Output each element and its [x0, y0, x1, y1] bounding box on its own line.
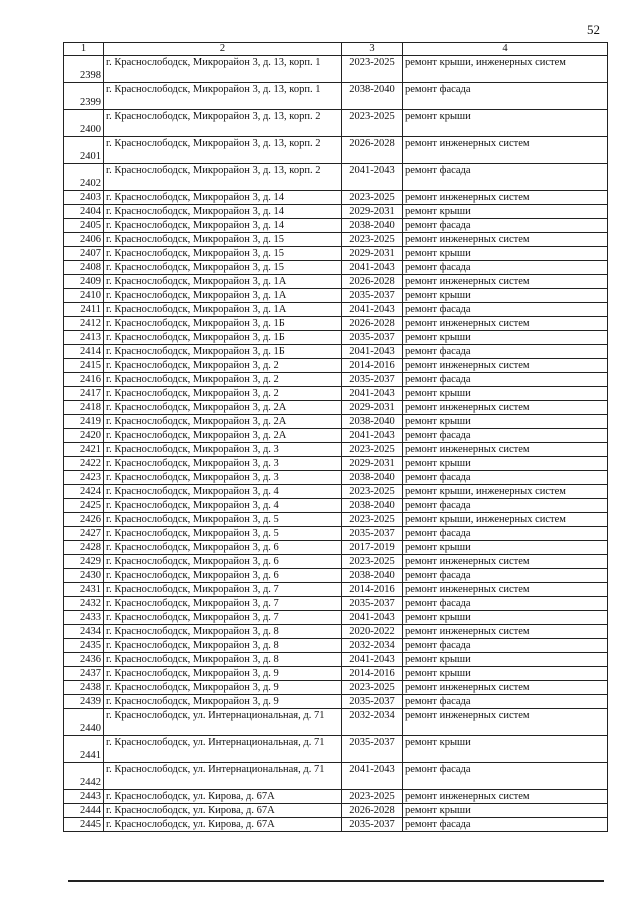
table-row	[64, 471, 608, 485]
row-number: 2400	[64, 110, 104, 137]
table-row	[64, 639, 608, 653]
period-cell: 2017-2019	[342, 541, 403, 555]
period-cell: 2014-2016	[342, 583, 403, 597]
work-type-cell: ремонт инженерных систем	[403, 317, 608, 331]
table-row	[64, 569, 608, 583]
period-cell: 2041-2043	[342, 763, 403, 790]
work-type-cell: ремонт крыши, инженерных систем	[403, 485, 608, 499]
row-number: 2428	[64, 541, 104, 555]
work-type-cell: ремонт крыши	[403, 387, 608, 401]
row-number: 2409	[64, 275, 104, 289]
period-cell: 2035-2037	[342, 695, 403, 709]
table-row	[64, 373, 608, 387]
period-cell: 2026-2028	[342, 275, 403, 289]
table-row	[64, 818, 608, 832]
period-cell: 2035-2037	[342, 331, 403, 345]
row-number: 2427	[64, 527, 104, 541]
period-cell: 2038-2040	[342, 219, 403, 233]
period-cell: 2023-2025	[342, 513, 403, 527]
table-row	[64, 247, 608, 261]
row-number: 2441	[64, 736, 104, 763]
table-row	[64, 83, 608, 110]
period-cell: 2035-2037	[342, 597, 403, 611]
address-cell: г. Краснослободск, Микрорайон 3, д. 13, корп. 1	[104, 56, 342, 83]
work-type-cell: ремонт инженерных систем	[403, 359, 608, 373]
period-cell: 2020-2022	[342, 625, 403, 639]
address-cell: г. Краснослободск, Микрорайон 3, д. 2	[104, 387, 342, 401]
row-number: 2437	[64, 667, 104, 681]
table-row	[64, 625, 608, 639]
row-number: 2412	[64, 317, 104, 331]
address-cell: г. Краснослободск, Микрорайон 3, д. 5	[104, 513, 342, 527]
row-number: 2411	[64, 303, 104, 317]
period-cell: 2041-2043	[342, 429, 403, 443]
table-row	[64, 790, 608, 804]
address-cell: г. Краснослободск, ул. Интернациональная, д. 71	[104, 763, 342, 790]
row-number: 2419	[64, 415, 104, 429]
work-type-cell: ремонт крыши	[403, 415, 608, 429]
period-cell: 2041-2043	[342, 164, 403, 191]
address-cell: г. Краснослободск, Микрорайон 3, д. 3	[104, 443, 342, 457]
table-row	[64, 345, 608, 359]
address-cell: г. Краснослободск, Микрорайон 3, д. 6	[104, 555, 342, 569]
row-number: 2405	[64, 219, 104, 233]
address-cell: г. Краснослободск, ул. Кирова, д. 67А	[104, 804, 342, 818]
period-cell: 2035-2037	[342, 736, 403, 763]
row-number: 2417	[64, 387, 104, 401]
work-type-cell: ремонт крыши	[403, 804, 608, 818]
work-type-cell: ремонт фасада	[403, 261, 608, 275]
address-cell: г. Краснослободск, Микрорайон 3, д. 13, корп. 2	[104, 137, 342, 164]
work-type-cell: ремонт фасада	[403, 818, 608, 832]
work-type-cell: ремонт крыши, инженерных систем	[403, 56, 608, 83]
address-cell: г. Краснослободск, Микрорайон 3, д. 2	[104, 373, 342, 387]
table-row	[64, 429, 608, 443]
address-cell: г. Краснослободск, Микрорайон 3, д. 7	[104, 597, 342, 611]
work-type-cell: ремонт инженерных систем	[403, 137, 608, 164]
table-row	[64, 331, 608, 345]
row-number: 2435	[64, 639, 104, 653]
header-col-2: 2	[104, 43, 342, 56]
work-type-cell: ремонт крыши	[403, 247, 608, 261]
work-type-cell: ремонт фасада	[403, 597, 608, 611]
work-type-cell: ремонт фасада	[403, 639, 608, 653]
table-row	[64, 303, 608, 317]
period-cell: 2038-2040	[342, 499, 403, 513]
row-number: 2422	[64, 457, 104, 471]
work-type-cell: ремонт фасада	[403, 499, 608, 513]
table-row	[64, 289, 608, 303]
work-type-cell: ремонт инженерных систем	[403, 555, 608, 569]
address-cell: г. Краснослободск, Микрорайон 3, д. 1А	[104, 275, 342, 289]
repair-schedule-table	[63, 42, 608, 832]
row-number: 2398	[64, 56, 104, 83]
period-cell: 2023-2025	[342, 233, 403, 247]
table-row	[64, 736, 608, 763]
period-cell: 2023-2025	[342, 485, 403, 499]
address-cell: г. Краснослободск, Микрорайон 3, д. 15	[104, 261, 342, 275]
work-type-cell: ремонт инженерных систем	[403, 709, 608, 736]
address-cell: г. Краснослободск, Микрорайон 3, д. 6	[104, 569, 342, 583]
row-number: 2406	[64, 233, 104, 247]
period-cell: 2023-2025	[342, 790, 403, 804]
bottom-rule	[68, 880, 604, 882]
row-number: 2426	[64, 513, 104, 527]
row-number: 2410	[64, 289, 104, 303]
row-number: 2438	[64, 681, 104, 695]
row-number: 2425	[64, 499, 104, 513]
table-row	[64, 401, 608, 415]
period-cell: 2035-2037	[342, 373, 403, 387]
table-row	[64, 499, 608, 513]
address-cell: г. Краснослободск, Микрорайон 3, д. 15	[104, 233, 342, 247]
row-number: 2408	[64, 261, 104, 275]
period-cell: 2035-2037	[342, 289, 403, 303]
table-row	[64, 415, 608, 429]
work-type-cell: ремонт инженерных систем	[403, 583, 608, 597]
row-number: 2433	[64, 611, 104, 625]
address-cell: г. Краснослободск, Микрорайон 3, д. 15	[104, 247, 342, 261]
table-body	[64, 43, 608, 832]
address-cell: г. Краснослободск, Микрорайон 3, д. 4	[104, 485, 342, 499]
period-cell: 2041-2043	[342, 653, 403, 667]
table-row	[64, 191, 608, 205]
address-cell: г. Краснослободск, Микрорайон 3, д. 3	[104, 471, 342, 485]
table-row	[64, 695, 608, 709]
row-number: 2444	[64, 804, 104, 818]
table-row	[64, 164, 608, 191]
period-cell: 2041-2043	[342, 345, 403, 359]
row-number: 2445	[64, 818, 104, 832]
header-col-3: 3	[342, 43, 403, 56]
period-cell: 2026-2028	[342, 804, 403, 818]
address-cell: г. Краснослободск, Микрорайон 3, д. 8	[104, 639, 342, 653]
work-type-cell: ремонт крыши	[403, 289, 608, 303]
period-cell: 2041-2043	[342, 303, 403, 317]
period-cell: 2014-2016	[342, 359, 403, 373]
work-type-cell: ремонт инженерных систем	[403, 191, 608, 205]
work-type-cell: ремонт крыши	[403, 205, 608, 219]
work-type-cell: ремонт инженерных систем	[403, 625, 608, 639]
row-number: 2434	[64, 625, 104, 639]
address-cell: г. Краснослободск, Микрорайон 3, д. 1Б	[104, 345, 342, 359]
period-cell: 2038-2040	[342, 569, 403, 583]
row-number: 2430	[64, 569, 104, 583]
address-cell: г. Краснослободск, Микрорайон 3, д. 1А	[104, 289, 342, 303]
period-cell: 2023-2025	[342, 443, 403, 457]
work-type-cell: ремонт крыши	[403, 331, 608, 345]
row-number: 2407	[64, 247, 104, 261]
work-type-cell: ремонт крыши	[403, 541, 608, 555]
address-cell: г. Краснослободск, ул. Интернациональная, д. 71	[104, 736, 342, 763]
table-row	[64, 219, 608, 233]
table-row	[64, 387, 608, 401]
period-cell: 2026-2028	[342, 317, 403, 331]
row-number: 2432	[64, 597, 104, 611]
work-type-cell: ремонт фасада	[403, 429, 608, 443]
address-cell: г. Краснослободск, ул. Кирова, д. 67А	[104, 790, 342, 804]
row-number: 2420	[64, 429, 104, 443]
period-cell: 2038-2040	[342, 415, 403, 429]
address-cell: г. Краснослободск, Микрорайон 3, д. 14	[104, 219, 342, 233]
period-cell: 2023-2025	[342, 681, 403, 695]
period-cell: 2023-2025	[342, 110, 403, 137]
table-row	[64, 443, 608, 457]
table-row	[64, 583, 608, 597]
work-type-cell: ремонт крыши	[403, 667, 608, 681]
header-col-4: 4	[403, 43, 608, 56]
row-number: 2415	[64, 359, 104, 373]
table-row	[64, 275, 608, 289]
row-number: 2431	[64, 583, 104, 597]
address-cell: г. Краснослободск, Микрорайон 3, д. 2А	[104, 401, 342, 415]
address-cell: г. Краснослободск, Микрорайон 3, д. 7	[104, 611, 342, 625]
work-type-cell: ремонт крыши	[403, 736, 608, 763]
work-type-cell: ремонт инженерных систем	[403, 401, 608, 415]
table-row	[64, 205, 608, 219]
period-cell: 2026-2028	[342, 137, 403, 164]
table-row	[64, 541, 608, 555]
table-row	[64, 527, 608, 541]
table-row	[64, 137, 608, 164]
table-row	[64, 681, 608, 695]
address-cell: г. Краснослободск, Микрорайон 3, д. 2А	[104, 429, 342, 443]
period-cell: 2035-2037	[342, 527, 403, 541]
row-number: 2436	[64, 653, 104, 667]
address-cell: г. Краснослободск, Микрорайон 3, д. 13, корп. 1	[104, 83, 342, 110]
period-cell: 2035-2037	[342, 818, 403, 832]
table-row	[64, 110, 608, 137]
table-row	[64, 709, 608, 736]
work-type-cell: ремонт фасада	[403, 345, 608, 359]
work-type-cell: ремонт фасада	[403, 471, 608, 485]
row-number: 2413	[64, 331, 104, 345]
work-type-cell: ремонт крыши	[403, 653, 608, 667]
address-cell: г. Краснослободск, Микрорайон 3, д. 1Б	[104, 331, 342, 345]
period-cell: 2023-2025	[342, 56, 403, 83]
period-cell: 2023-2025	[342, 555, 403, 569]
work-type-cell: ремонт инженерных систем	[403, 790, 608, 804]
work-type-cell: ремонт фасада	[403, 83, 608, 110]
row-number: 2401	[64, 137, 104, 164]
work-type-cell: ремонт инженерных систем	[403, 275, 608, 289]
work-type-cell: ремонт крыши, инженерных систем	[403, 513, 608, 527]
address-cell: г. Краснослободск, Микрорайон 3, д. 2	[104, 359, 342, 373]
work-type-cell: ремонт крыши	[403, 611, 608, 625]
row-number: 2423	[64, 471, 104, 485]
row-number: 2439	[64, 695, 104, 709]
work-type-cell: ремонт фасада	[403, 219, 608, 233]
address-cell: г. Краснослободск, Микрорайон 3, д. 6	[104, 541, 342, 555]
period-cell: 2032-2034	[342, 709, 403, 736]
work-type-cell: ремонт инженерных систем	[403, 443, 608, 457]
period-cell: 2029-2031	[342, 205, 403, 219]
page-number: 52	[587, 22, 600, 37]
work-type-cell: ремонт фасада	[403, 695, 608, 709]
table-row	[64, 763, 608, 790]
work-type-cell: ремонт фасада	[403, 569, 608, 583]
address-cell: г. Краснослободск, Микрорайон 3, д. 5	[104, 527, 342, 541]
header-col-1: 1	[64, 43, 104, 56]
work-type-cell: ремонт крыши	[403, 110, 608, 137]
address-cell: г. Краснослободск, Микрорайон 3, д. 3	[104, 457, 342, 471]
period-cell: 2023-2025	[342, 191, 403, 205]
address-cell: г. Краснослободск, Микрорайон 3, д. 2А	[104, 415, 342, 429]
address-cell: г. Краснослободск, Микрорайон 3, д. 13, корп. 2	[104, 110, 342, 137]
row-number: 2443	[64, 790, 104, 804]
period-cell: 2041-2043	[342, 387, 403, 401]
row-number: 2399	[64, 83, 104, 110]
address-cell: г. Краснослободск, Микрорайон 3, д. 14	[104, 205, 342, 219]
address-cell: г. Краснослободск, Микрорайон 3, д. 4	[104, 499, 342, 513]
address-cell: г. Краснослободск, Микрорайон 3, д. 1Б	[104, 317, 342, 331]
row-number: 2442	[64, 763, 104, 790]
row-number: 2440	[64, 709, 104, 736]
table-row	[64, 457, 608, 471]
address-cell: г. Краснослободск, Микрорайон 3, д. 8	[104, 625, 342, 639]
address-cell: г. Краснослободск, Микрорайон 3, д. 7	[104, 583, 342, 597]
period-cell: 2032-2034	[342, 639, 403, 653]
row-number: 2424	[64, 485, 104, 499]
address-cell: г. Краснослободск, Микрорайон 3, д. 1А	[104, 303, 342, 317]
table-row	[64, 317, 608, 331]
address-cell: г. Краснослободск, Микрорайон 3, д. 9	[104, 667, 342, 681]
row-number: 2421	[64, 443, 104, 457]
address-cell: г. Краснослободск, Микрорайон 3, д. 9	[104, 695, 342, 709]
work-type-cell: ремонт фасада	[403, 164, 608, 191]
period-cell: 2029-2031	[342, 247, 403, 261]
period-cell: 2029-2031	[342, 457, 403, 471]
work-type-cell: ремонт инженерных систем	[403, 681, 608, 695]
period-cell: 2029-2031	[342, 401, 403, 415]
table-row	[64, 513, 608, 527]
table-row	[64, 359, 608, 373]
row-number: 2416	[64, 373, 104, 387]
work-type-cell: ремонт фасада	[403, 527, 608, 541]
work-type-cell: ремонт инженерных систем	[403, 233, 608, 247]
period-cell: 2041-2043	[342, 261, 403, 275]
row-number: 2429	[64, 555, 104, 569]
period-cell: 2038-2040	[342, 83, 403, 110]
table-row	[64, 555, 608, 569]
work-type-cell: ремонт фасада	[403, 763, 608, 790]
work-type-cell: ремонт фасада	[403, 373, 608, 387]
address-cell: г. Краснослободск, Микрорайон 3, д. 8	[104, 653, 342, 667]
address-cell: г. Краснослободск, ул. Кирова, д. 67А	[104, 818, 342, 832]
table-row	[64, 804, 608, 818]
table-row	[64, 653, 608, 667]
table-row	[64, 611, 608, 625]
work-type-cell: ремонт крыши	[403, 457, 608, 471]
table-row	[64, 667, 608, 681]
work-type-cell: ремонт фасада	[403, 303, 608, 317]
address-cell: г. Краснослободск, Микрорайон 3, д. 9	[104, 681, 342, 695]
row-number: 2414	[64, 345, 104, 359]
row-number: 2403	[64, 191, 104, 205]
period-cell: 2038-2040	[342, 471, 403, 485]
table-row	[64, 56, 608, 83]
address-cell: г. Краснослободск, Микрорайон 3, д. 13, корп. 2	[104, 164, 342, 191]
row-number: 2418	[64, 401, 104, 415]
table-row	[64, 261, 608, 275]
table-row	[64, 597, 608, 611]
row-number: 2404	[64, 205, 104, 219]
table-row	[64, 485, 608, 499]
period-cell: 2014-2016	[342, 667, 403, 681]
row-number: 2402	[64, 164, 104, 191]
address-cell: г. Краснослободск, ул. Интернациональная, д. 71	[104, 709, 342, 736]
table-row	[64, 233, 608, 247]
table-header-row	[64, 43, 608, 56]
period-cell: 2041-2043	[342, 611, 403, 625]
address-cell: г. Краснослободск, Микрорайон 3, д. 14	[104, 191, 342, 205]
